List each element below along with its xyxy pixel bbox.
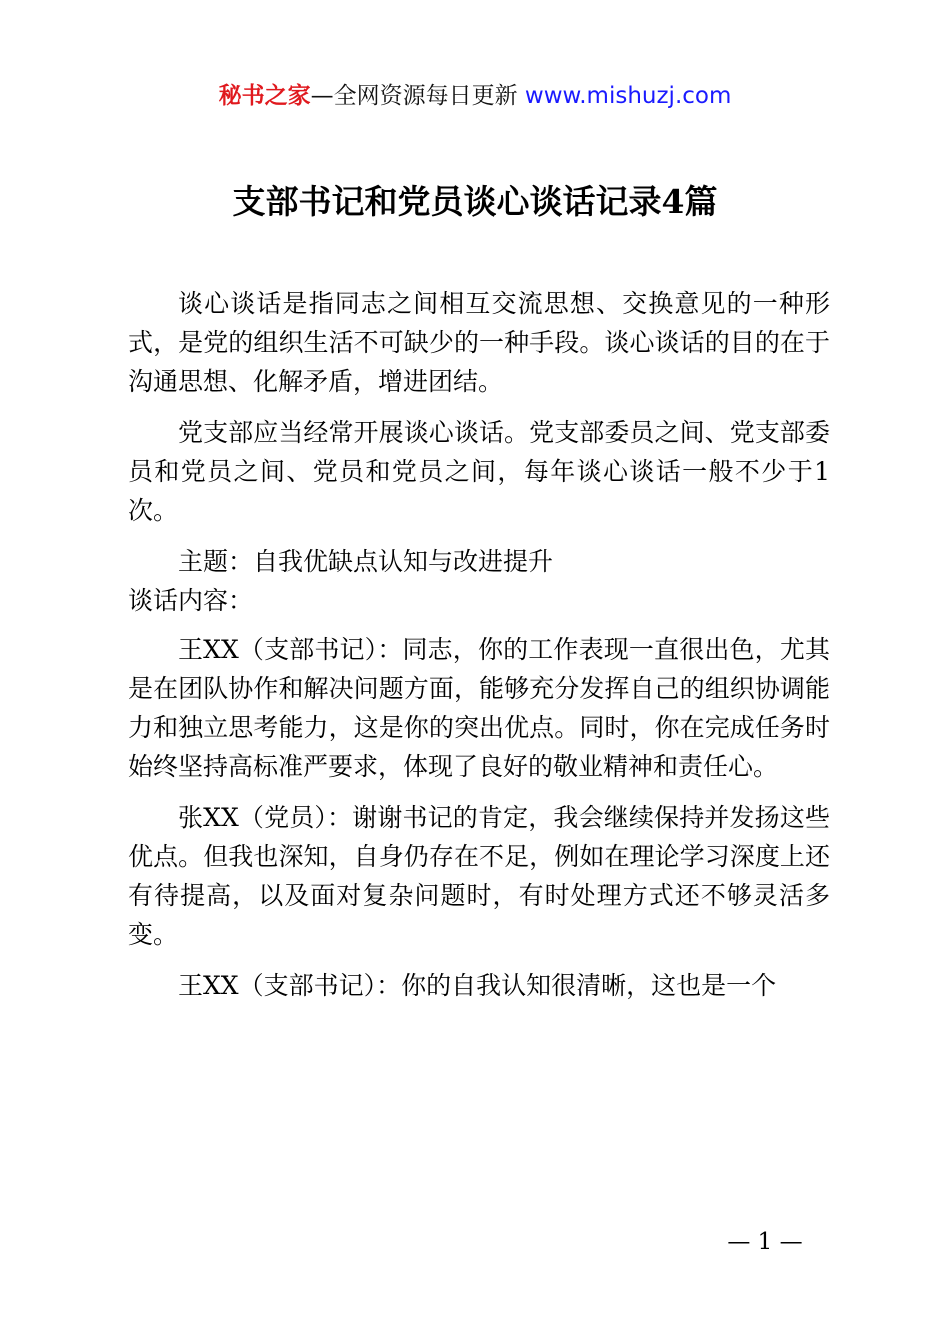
document-body [128,284,830,1017]
site-url-link[interactable]: www.mishuzj.com [524,83,732,109]
content-heading: 谈话内容： [128,586,254,615]
intro-paragraph: 谈心谈话是指同志之间相互交流思想、交换意见的一种形式，是党的组织生活不可缺少的一种手段。谈心谈话的目的在于沟通思想、化解矛盾，增进团结。 [128,289,830,396]
topic-line: 主题：自我优缺点认知与改进提升 [178,547,554,576]
document-title: 支部书记和党员谈心谈话记录4篇 [232,182,718,221]
site-banner [0,80,950,112]
banner-tagline: —全网资源每日更新 [310,83,518,109]
dialogue-paragraph: 张XX（党员）：谢谢书记的肯定，我会继续保持并发扬这些优点。但我也深知，自身仍存在不足，例如在理论学习深度上还有待提高，以及面对复杂问题时，有时处理方式还不够灵活多变。 [128,803,830,949]
page-number: — 1 — [727,1229,803,1255]
dialogue-paragraph: 王XX（支部书记）：同志，你的工作表现一直很出色，尤其是在团队协作和解决问题方面，能够充分发挥自己的组织协调能力和独立思考能力，这是你的突出优点。同时，你在完成任务时始终坚持高标准严要求，体现了良好的敬业精神和责任心。 [128,635,830,781]
requirement-paragraph: 党支部应当经常开展谈心谈话。党支部委员之间、党支部委员和党员之间、党员和党员之间，每年谈心谈话一般不少于1次。 [128,418,830,525]
brand-name: 秘书之家 [218,83,311,109]
dialogue-paragraph: 王XX（支部书记）：你的自我认知很清晰，这也是一个 [178,971,777,1000]
